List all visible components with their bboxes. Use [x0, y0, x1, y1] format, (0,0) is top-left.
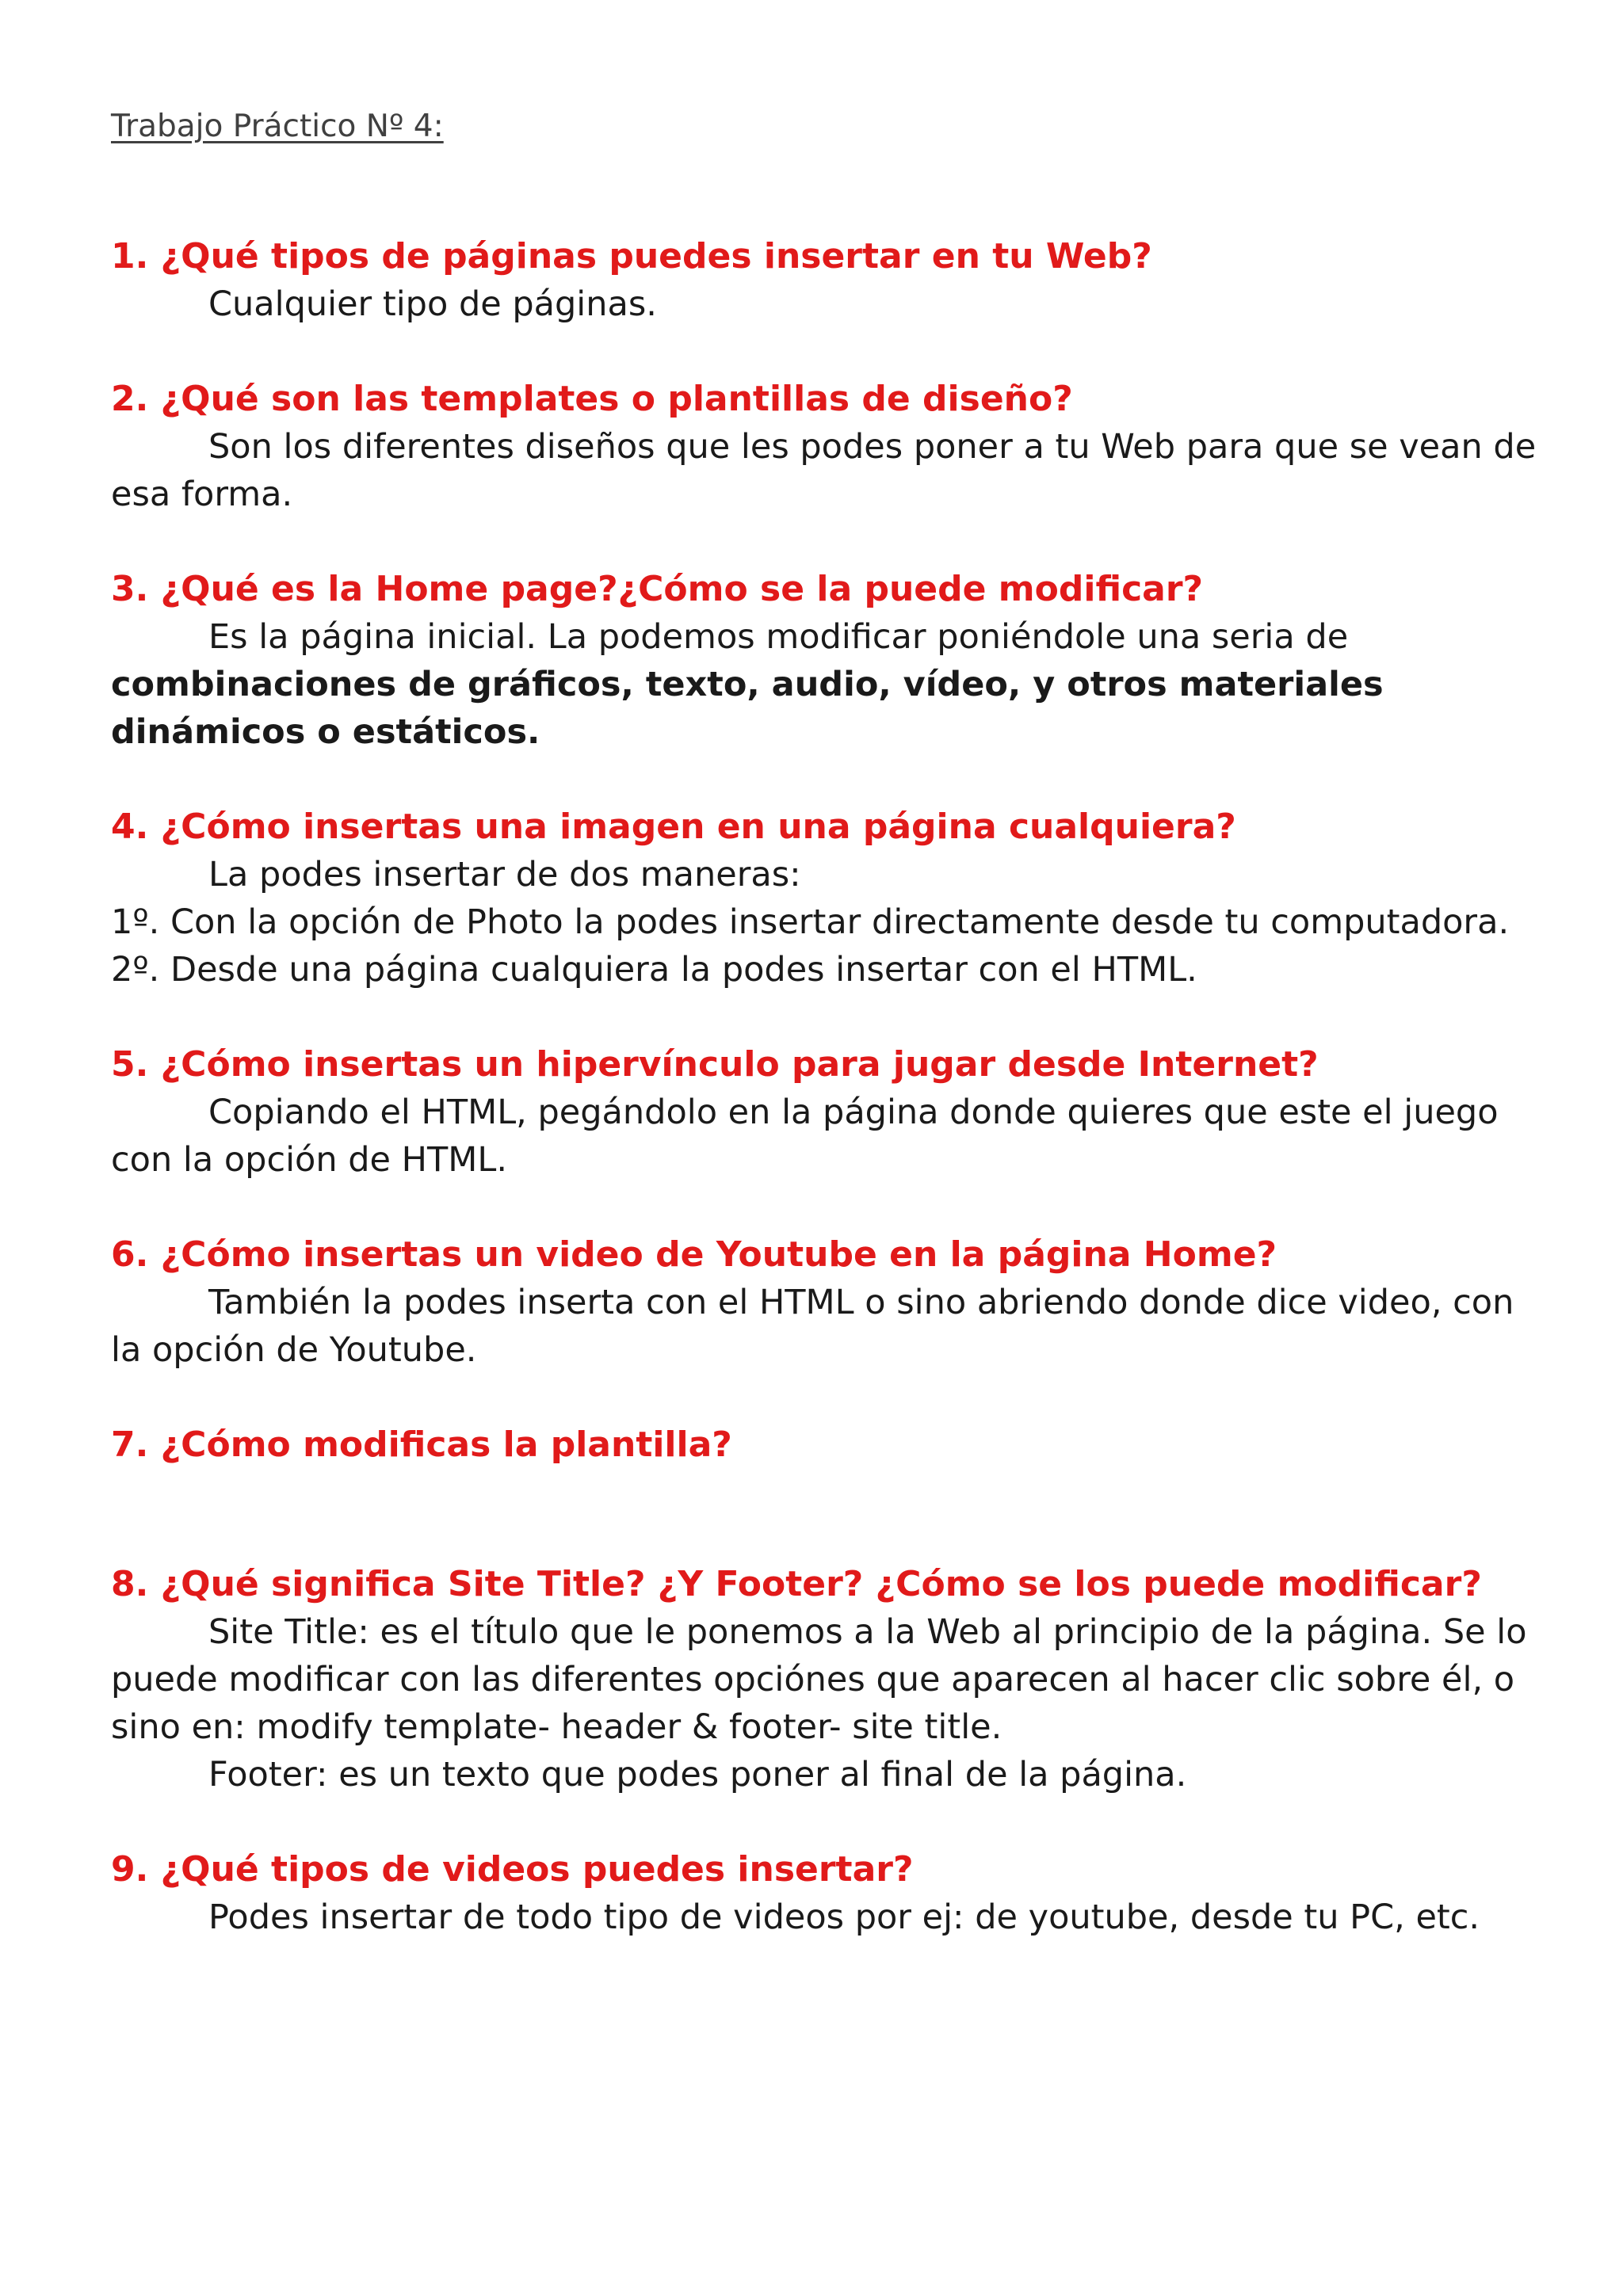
question-4: 4. ¿Cómo insertas una imagen en una página cualquiera?	[111, 807, 1236, 847]
answer-5: Copiando el HTML, pegándolo en la página donde quieres que este el juego con la opción de HTML.	[111, 1093, 1499, 1180]
qa-item-2	[111, 376, 1537, 518]
document-title: Trabajo Práctico Nº 4:	[111, 109, 444, 144]
answer-3-text: Es la página inicial. La podemos modificar poniéndole una seria de	[208, 617, 1349, 657]
answer-9: Podes insertar de todo tipo de videos por ej: de youtube, desde tu PC, etc.	[208, 1897, 1480, 1937]
answer-8-footer: Footer: es un texto que podes poner al final de la página.	[208, 1755, 1187, 1794]
qa-item-8	[111, 1561, 1537, 1798]
answer-3	[111, 613, 1537, 756]
qa-item-7	[111, 1421, 1537, 1469]
answer-6: También la podes inserta con el HTML o sino abriendo donde dice video, con la opción de Youtube.	[111, 1283, 1514, 1370]
question-1: 1. ¿Qué tipos de páginas puedes insertar en tu Web?	[111, 236, 1152, 277]
qa-item-4	[111, 803, 1537, 994]
answer-2: Son los diferentes diseños que les podes poner a tu Web para que se vean de esa forma.	[111, 427, 1537, 514]
question-7: 7. ¿Cómo modificas la plantilla?	[111, 1425, 732, 1465]
question-8: 8. ¿Qué significa Site Title? ¿Y Footer? ¿Cómo se los puede modificar?	[111, 1564, 1482, 1604]
answer-1: Cualquier tipo de páginas.	[208, 284, 657, 324]
qa-item-6	[111, 1231, 1537, 1374]
answer-3-bold-text: combinaciones de gráficos, texto, audio, vídeo, y otros materiales dinámicos o estáticos.	[111, 665, 1384, 752]
document-page	[111, 103, 1537, 1989]
answer-4-option-1: 1º. Con la opción de Photo la podes insertar directamente desde tu computadora.	[111, 902, 1510, 942]
qa-item-3	[111, 566, 1537, 756]
question-3: 3. ¿Qué es la Home page?¿Cómo se la puede modificar?	[111, 569, 1204, 609]
question-2: 2. ¿Qué son las templates o plantillas de diseño?	[111, 379, 1073, 419]
qa-item-9	[111, 1846, 1537, 1941]
question-6: 6. ¿Cómo insertas un video de Youtube en la página Home?	[111, 1234, 1277, 1275]
qa-item-1	[111, 233, 1537, 328]
answer-4-intro: La podes insertar de dos maneras:	[208, 855, 801, 894]
qa-item-5	[111, 1041, 1537, 1184]
answer-4-option-2: 2º. Desde una página cualquiera la podes insertar con el HTML.	[111, 950, 1197, 990]
answer-8-site-title: Site Title: es el título que le ponemos a la Web al principio de la página. Se lo puede modificar con las diferentes opciónes que aparecen al hacer clic sobre él, o sino en: modify template- header & footer- site title.	[111, 1612, 1527, 1747]
question-5: 5. ¿Cómo insertas un hipervínculo para jugar desde Internet?	[111, 1044, 1319, 1085]
question-9: 9. ¿Qué tipos de videos puedes insertar?	[111, 1849, 914, 1890]
